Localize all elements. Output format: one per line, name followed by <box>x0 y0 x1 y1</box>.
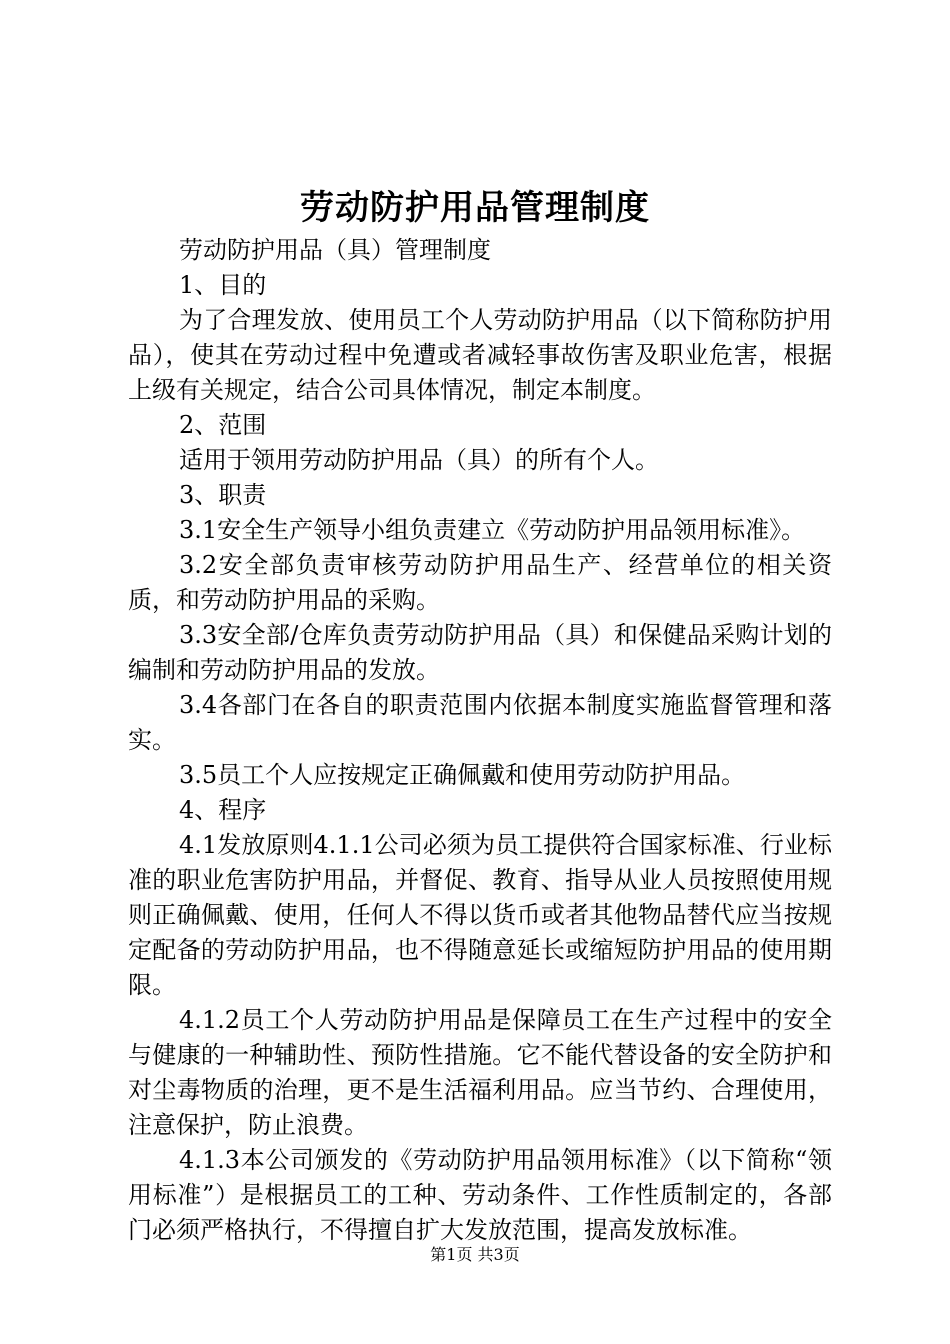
purpose-paragraph: 为了合理发放、使用员工个人劳动防护用品（以下简称防护用品），使其在劳动过程中免遭或者减轻事故伤害及职业危害，根据上级有关规定，结合公司具体情况，制定本制度。 <box>128 306 832 404</box>
responsibility-item: 3.4各部门在各自的职责范围内依据本制度实施监督管理和落实。 <box>128 691 832 754</box>
procedure-paragraph: 4.1.2员工个人劳动防护用品是保障员工在生产过程中的安全与健康的一种辅助性、预防性措施。它不能代替设备的安全防护和对尘毒物质的治理，更不是生活福利用品。应当节约、合理使用，注意保护，防止浪费。 <box>128 1006 832 1139</box>
section-heading-purpose: 1、目的 <box>179 271 267 299</box>
scope-paragraph: 适用于领用劳动防护用品（具）的所有个人。 <box>179 446 659 474</box>
document-title: 劳动防护用品管理制度 <box>300 188 650 228</box>
section-heading-scope: 2、范围 <box>179 411 267 439</box>
responsibility-item: 3.2安全部负责审核劳动防护用品生产、经营单位的相关资质，和劳动防护用品的采购。 <box>128 551 832 614</box>
responsibility-item: 3.1安全生产领导小组负责建立《劳动防护用品领用标准》。 <box>179 516 806 544</box>
responsibility-item: 3.3安全部/仓库负责劳动防护用品（具）和保健品采购计划的编制和劳动防护用品的发放。 <box>128 621 832 684</box>
page-footer: 第1页 共3页 <box>430 1245 520 1264</box>
section-heading-procedure: 4、程序 <box>179 796 267 824</box>
procedure-paragraph: 4.1.3本公司颁发的《劳动防护用品领用标准》（以下简称“领用标准”）是根据员工的工种、劳动条件、工作性质制定的，各部门必须严格执行，不得擅自扩大发放范围，提高发放标准。 <box>128 1146 832 1244</box>
responsibility-item: 3.5员工个人应按规定正确佩戴和使用劳动防护用品。 <box>179 761 746 789</box>
procedure-paragraph: 4.1发放原则4.1.1公司必须为员工提供符合国家标准、行业标准的职业危害防护用品，并督促、教育、指导从业人员按照使用规则正确佩戴、使用，任何人不得以货币或者其他物品替代应当按规定配备的劳动防护用品，也不得随意延长或缩短防护用品的使用期限。 <box>128 831 832 999</box>
document-body <box>128 233 832 1248</box>
section-heading-responsibilities: 3、职责 <box>179 481 267 509</box>
subtitle-paragraph: 劳动防护用品（具）管理制度 <box>179 236 491 264</box>
